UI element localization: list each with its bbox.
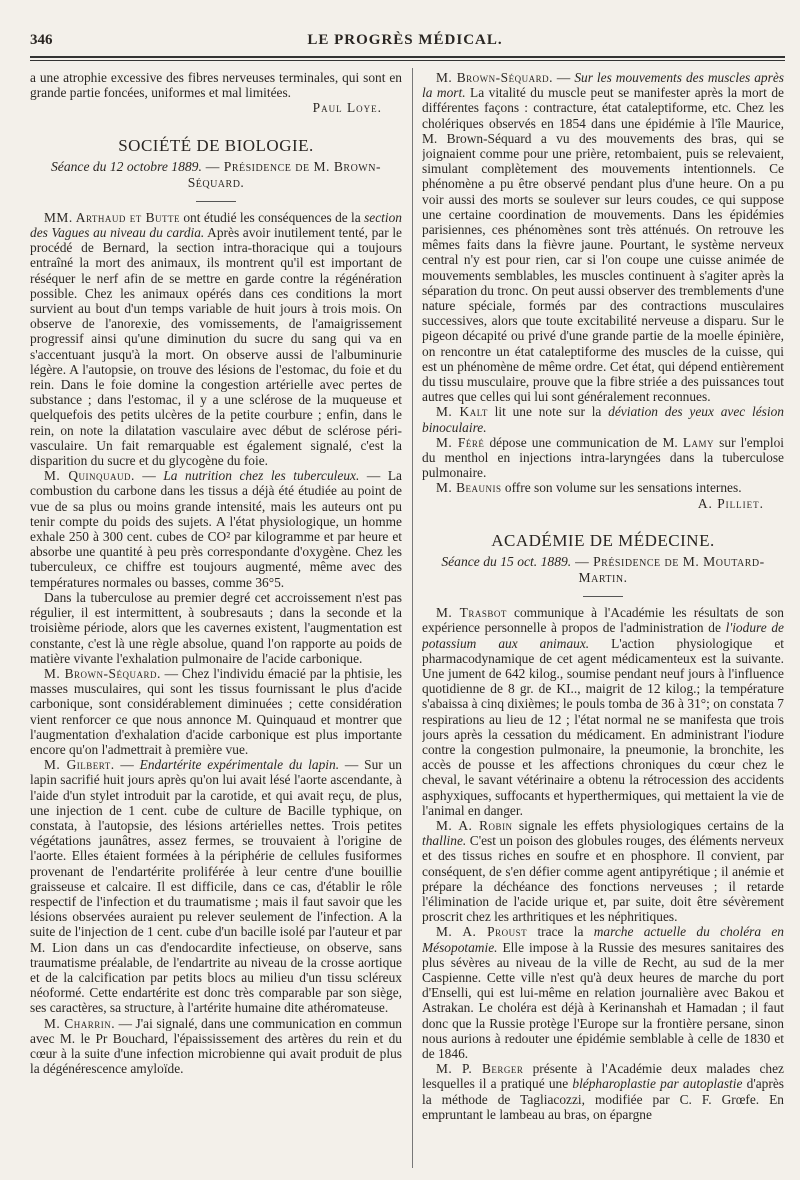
page-number: 346 bbox=[30, 32, 53, 48]
paragraph-muscles: M. Brown-Séquard. — Sur les mouvements des muscles après la mort. La vitalité du muscle peut se manifester après la mort de différentes façons : contracture, état cataleptiforme, etc. Chez les cholériques observés en 1854 dans une épidémie à l'île Maurice, M. Brown-Séquard a vu des mouvements des bras, qui se joignaient comme pour une prière, retombaient, puis se relevaient, simulant complètement des mouvements intentionnels. Ce phénomène a pu être observé pendant plus d'une heure. On a pu voir aussi des morts se soulever sur leurs coudes, ce qui suppose une certaine coordination de mouvements. Dans les épidémies parisiennes, ces phénomènes sont très atténués. On retrouve les mêmes faits dans la fièvre jaune. Pourtant, le système nerveux central n'y est pour rien, car si l'on coupe une cuisse animée de mouvements semblables, les muscles continuent à s'agiter après la séparation du tronc. On peut aussi observer des tremblements d'une nature spéciale, formés par des contractions musculaires successives, alors que toute excitabilité nerveuse a disparu. Sur le pigeon décapité ou privé d'une grande partie de la moelle épinière, on rencontre un état cataleptiforme des muscles de la cuisse, qui est un phénomène de même ordre. Cet état, qui dépend entièrement du tissu musculaire, prouve que la fibre striée a des puissances tout autres que celles qui lui sont généralement reconnues. bbox=[422, 70, 784, 405]
author-name: M. Quinquaud. bbox=[44, 468, 135, 484]
topic-title: déviation des yeux avec lésion binoculaire. bbox=[422, 404, 784, 435]
paragraph-kalt: M. Kalt lit une note sur la déviation des yeux avec lésion binoculaire. bbox=[422, 404, 784, 435]
author-names: MM. Arthaud et Butte bbox=[44, 209, 181, 225]
author-name: M. A. Proust bbox=[436, 924, 528, 940]
author-name: M. Trasbot bbox=[436, 605, 507, 621]
paragraph-proust: M. A. Proust trace la marche actuelle du choléra en Mésopotamie. Elle impose à la Russie des mesures sanitaires des plus sévères au niveau de la ville de Recht, au sud de la mer Caspienne. Cette ville n'est qu'à deux heures de marche du port d'Enselli, qui est lui-même en relation journalière avec Bakou et Astrakan. Le choléra est déjà à Kerinanshah et Hamadan ; il faut donc que la Russie protège l'Europe sur la frontière persane, sinon nous aurions à redouter une épidémie semblable à celle de 1830 et de 1846. bbox=[422, 924, 784, 1061]
author-name-2: Lamy bbox=[682, 434, 715, 450]
author-name: M. Brown-Séquard. bbox=[436, 70, 553, 85]
topic-title: blépharoplastie par autoplastie bbox=[572, 1076, 743, 1092]
author-name: M. Beaunis bbox=[436, 480, 502, 496]
paragraph-robin: M. A. Robin signale les effets physiologiques certains de la thalline. C'est un poison des globules rouges, des éléments nerveux et des tissus riches en soufre et en phosphore. Il convient, par conséquent, de s'en défier comme agent antipyrétique ; il anémie et prépare la déchéance des fonctions nerveuses ; il retarde l'élimination de l'acide urique et, par suite, doit être sévèrement proscrit chez les arthritiques et les néphritiques. bbox=[422, 817, 784, 925]
topic-title: Endartérite expérimentale du lapin. bbox=[139, 757, 340, 773]
right-column bbox=[422, 70, 784, 1170]
section-rule bbox=[583, 596, 623, 597]
seance-date: Séance du 12 octobre 1889. bbox=[51, 158, 202, 174]
society-seance bbox=[36, 159, 396, 191]
journal-title: LE PROGRÈS MÉDICAL. bbox=[307, 32, 503, 48]
author-name: M. Kalt bbox=[436, 404, 488, 420]
page-header bbox=[30, 28, 780, 52]
society-title: SOCIÉTÉ DE BIOLOGIE. bbox=[118, 135, 314, 155]
paragraph-fere: M. Féré dépose une communication de M. Lamy sur l'emploi du menthol en injections intra-laryngées dans la tuberculose pulmonaire. bbox=[422, 434, 784, 481]
author-name: M. A. Robin bbox=[436, 817, 513, 833]
header-rule-thin bbox=[30, 60, 785, 61]
topic-title: La nutrition chez les tuberculeux. bbox=[163, 468, 360, 484]
author-name: M. P. Berger bbox=[436, 1061, 524, 1077]
author-name: M. Gilbert. bbox=[44, 757, 115, 773]
column-separator bbox=[412, 68, 413, 1168]
intro-signature: Paul Loye. bbox=[312, 100, 382, 116]
academy-seance bbox=[428, 554, 778, 586]
society-signature: A. Pilliet. bbox=[697, 495, 764, 511]
topic-title: marche actuelle du choléra en Mésopotamie. bbox=[422, 924, 784, 955]
topic-title: l'iodure de potassium aux animaux. bbox=[422, 620, 784, 651]
seance-presidence: — Présidence de M. Moutard-Martin. bbox=[571, 554, 765, 586]
topic-title: Sur les mouvements des muscles après la mort. bbox=[422, 70, 784, 101]
paragraph-arthaud: MM. Arthaud et Butte ont étudié les conséquences de la section des Vagues au niveau du cardia. Après avoir inutilement tenté, par le procédé de Bernard, la section intra-thoracique qui a toujours entraîné la mort des animaux, ils montrent qu'il est important de réséquer le nerf afin de se mettre en garde contre la régénération possible. Chez les animaux opérés dans ces conditions la mort survient au bout d'un temps variable de huit jours à trois mois. On observe de l'anorexie, des vomissements, de l'amaigrissement progressif ainsi qu'une diminution du sucre du sang qui va en s'accentuant jusqu'à la mort. On observe aussi de l'albuminurie légère. A l'autopsie, on trouve des lésions de l'estomac, du foie et du rein. Dans le foie domine la congestion artérielle avec pertes de substance ; dans l'estomac, il y a une sclérose de la muqueuse et quelquefois des petits ulcères de la petite courbure ; enfin, dans le rein, on note la dilatation vasculaire avec début de sclérose péri-vasculaire. Un fait remarquable est également signalé, c'est la disparition du sucre et du glycogène du foie. bbox=[30, 209, 402, 469]
seance-presidence: — Présidence de M. Brown-Séquard. bbox=[187, 158, 381, 190]
paragraph-brown-sequard: M. Brown-Séquard. — Chez l'individu émacié par la phtisie, les masses musculaires, qui sont les tissus fournissant le plus d'acide carbonique, sont considérablement diminuées ; cette considération vient renforcer ce que nous annonce M. Quinquaud et montrer que l'augmentation d'exhalation d'acide carbonique est plus importante encore qu'on l'admettrait à première vue. bbox=[30, 665, 402, 757]
topic-title: thalline. bbox=[422, 833, 467, 849]
seance-date: Séance du 15 oct. 1889. bbox=[441, 554, 572, 570]
left-column bbox=[30, 70, 402, 1170]
paragraph-gilbert: M. Gilbert. — Endartérite expérimentale du lapin. — Sur un lapin sacrifié huit jours après qu'on lui avait lésé l'aorte ascendante, à l'aide d'un stylet introduit par la carotide, et qui avait reçu, de plus, une injection de 1 cent. cube de culture de Bacille typhique, on constata, à l'autopsie, des lésions artérielles nettes. Trois petites végétations jaunâtres, assez fermes, se trouvaient à l'origine de l'aorte. Elles étaient formées à la périphérie de cellules fusiformes provenant de l'endartérite proliférée à leur centre d'une bouillie graisseuse et calcaire. Il est difficile, dans ce cas, d'établir le rôle respectif de l'infection et du traumatisme ; mais il faut savoir que les lésions observées auraient pu relever seulement de l'infection. A la suite de l'injection de 1 cent. cube d'un bacille isolé par l'auteur et par M. Lion dans un cas d'endocardite infectieuse, on observe, sans traumatisme préalable, de l'endartrite au niveau de la crosse aortique et de la calcification par petits blocs au milieu d'un tissu scléreux néoformé. Cette endartérite est donc très comparable par son siège, ses caractères, sa structure, à l'artérite humaine dite athéromateuse. bbox=[30, 757, 402, 1016]
author-name: M. Charrin. bbox=[44, 1015, 116, 1031]
paragraph-quinquaud: M. Quinquaud. — La nutrition chez les tuberculeux. — La combustion du carbone dans les tissus a déjà été étudiée au point de vue de sa plus ou moins grande intensité, mais les auteurs ont pu tenir compte du poids des sujets. A l'état physiologique, un homme exhale 250 à 300 cent. cubes de CO² par kilogramme et par heure et absorbe une quantité à peu près correspondante d'oxygène. Chez les tuberculeux, ce chiffre est toujours augmenté, même avec des températures normales ou basses, comme 36°5. bbox=[30, 468, 402, 590]
paragraph-trasbot: M. Trasbot communique à l'Académie les résultats de son expérience personnelle à propos de l'administration de l'iodure de potassium aux animaux. L'action physiologique et pharmacodynamique de cet agent médicamenteux est la suivante. Une jument de 642 kilog., soumise pendant neuf jours à l'influence quotidienne de 8 gr. de KI.., maigrit de 12 kilog.; la température s'abaissa à cinq dixièmes; le pouls tomba de 36 à 31°; on constata 7 respirations au lieu de 12 ; l'état normal ne se manifesta que trois jours après la cessation du médicament. En administrant l'iodure contre la congestion pulmonaire, la pneumonie, la bronchite, les accès de pousse et les affections chroniques du cœur chez le cheval, le savant vétérinaire a obtenu la rétrocession des accidents asphyxiques, suffocants et hyperthermiques, qui mettaient la vie de l'animal en danger. bbox=[422, 605, 784, 818]
paragraph-beaunis: M. Beaunis offre son volume sur les sensations internes. bbox=[436, 480, 742, 496]
paragraph-charrin: M. Charrin. — J'ai signalé, dans une communication en commun avec M. le Pr Bouchard, l'épaississement des artères du rein et du cœur à la suite d'une infection microbienne qui avait produit de plus la dégénérescence amyloïde. bbox=[30, 1015, 402, 1077]
academy-title: ACADÉMIE DE MÉDECINE. bbox=[491, 530, 715, 550]
topic-title: section des Vagues au niveau du cardia. bbox=[30, 209, 402, 241]
intro-paragraph: a une atrophie excessive des fibres nerveuses terminales, qui sont en grande partie foncées, uniformes et mal limitées. bbox=[30, 70, 402, 101]
paragraph-tuberculose: Dans la tuberculose au premier degré cet accroissement n'est pas régulier, il est intermittent, à soubresauts ; dans la seconde et la troisième période, alors que les cavernes existent, l'augmentation est constante, c'est là une règle absolue, quand l'on rapporte au poids de matière vivante l'exhalation pulmonaire de l'acide carbonique. bbox=[30, 589, 402, 666]
author-name: M. Brown-Séquard. bbox=[44, 665, 161, 681]
author-name: M. Féré bbox=[436, 434, 485, 450]
section-rule bbox=[196, 201, 236, 202]
paragraph-berger: M. P. Berger présente à l'Académie deux malades chez lesquelles il a pratiqué une blépharoplastie par autoplastie d'après la méthode de Tagliacozzi, modifiée par C. F. Grœfe. En empruntant le lambeau au bras, on épargne bbox=[422, 1061, 784, 1122]
header-rule-thick bbox=[30, 56, 785, 58]
